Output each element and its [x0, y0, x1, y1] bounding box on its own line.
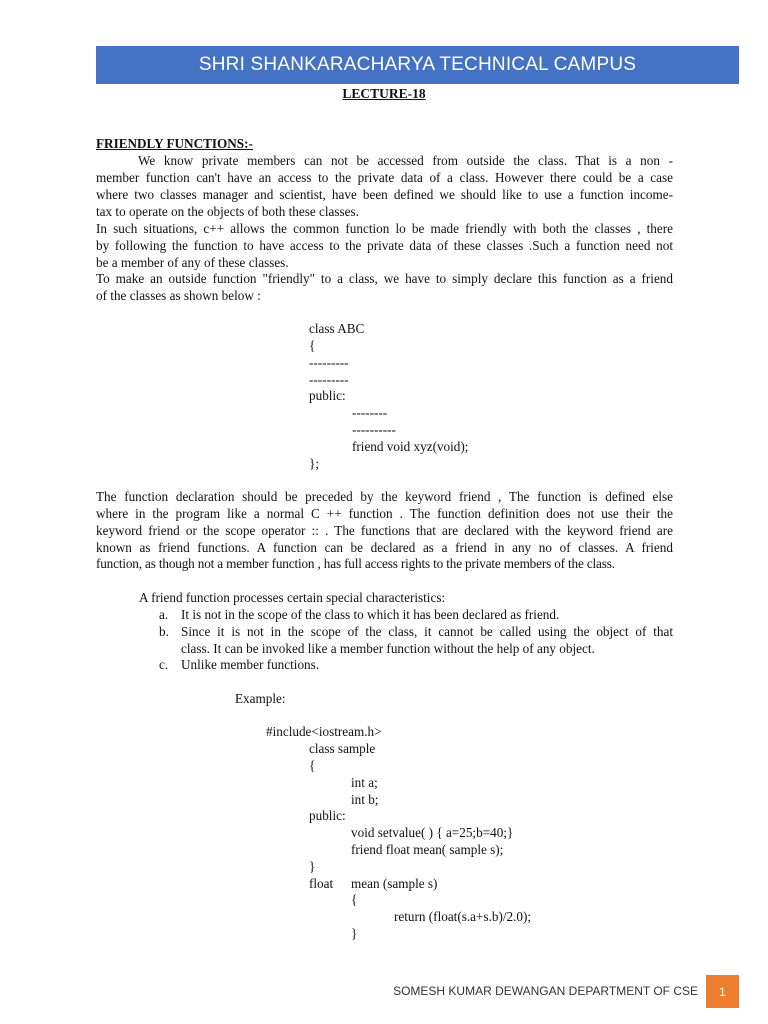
paragraph-line: We know private members can not be accessed from outside the class. That is a non - — [138, 153, 673, 168]
code-line: --------- — [309, 372, 349, 387]
page-number: 1 — [719, 984, 726, 999]
code-line: class ABC — [309, 321, 365, 336]
code-line: }; — [309, 456, 319, 471]
code-line: } — [351, 926, 358, 941]
code-line: { — [309, 338, 316, 353]
campus-title: SHRI SHANKARACHARYA TECHNICAL CAMPUS — [198, 54, 637, 75]
footer-author: SOMESH KUMAR DEWANGAN DEPARTMENT OF CSE — [393, 984, 698, 998]
list-marker: c. — [159, 657, 169, 672]
code-line: public: — [309, 388, 346, 403]
list-item: class. It can be invoked like a member function without the help of any object. — [181, 641, 595, 656]
code-line: ---------- — [352, 422, 396, 437]
paragraph-line: be a member of any of these classes. — [96, 255, 289, 270]
code-line: friend void xyz(void); — [352, 439, 469, 454]
paragraph-line: function, as though not a member function , has full access rights to the private members of the class. — [96, 556, 615, 571]
paragraph-line: known as friend functions. A function can be declared as a friend in any no of classes. A friend — [96, 540, 673, 555]
list-marker: a. — [159, 607, 169, 622]
paragraph-line: where in the program like a normal C ++ function . The function definition does not use their the — [96, 506, 673, 521]
list-item: Unlike member functions. — [181, 657, 320, 672]
list-item: Since it is not in the scope of the class, it cannot be called using the object of that — [181, 624, 673, 639]
code-line: public: — [309, 808, 346, 823]
list-item: It is not in the scope of the class to which it has been declared as friend. — [181, 607, 560, 622]
code-line: --------- — [309, 355, 349, 370]
paragraph-line: by following the function to have access to the private data of these classes .Such a function need not — [96, 238, 673, 253]
code-line: int b; — [351, 792, 379, 807]
code-line: mean (sample s) — [351, 876, 438, 891]
code-line: { — [309, 758, 316, 773]
paragraph-line: To make an outside function "friendly" to a class, we have to simply declare this function as a friend — [96, 271, 673, 286]
code-line: friend float mean( sample s); — [351, 842, 504, 857]
paragraph-line: tax to operate on the objects of both these classes. — [96, 204, 359, 219]
list-marker: b. — [159, 624, 169, 639]
code-line: class sample — [309, 741, 376, 756]
code-line: #include<iostream.h> — [266, 724, 382, 739]
paragraph-line: The function declaration should be preceded by the keyword friend , The function is defined else — [96, 489, 673, 504]
paragraph-line: member function can't have an access to the private data of a class. However there could be a case — [96, 170, 673, 185]
header-banner — [96, 46, 739, 84]
lecture-title: LECTURE-18 — [342, 86, 426, 101]
code-line: { — [351, 892, 358, 907]
paragraph-line: keyword friend or the scope operator :: . The functions that are declared with the keyword friend are — [96, 523, 673, 538]
code-line: float — [309, 876, 334, 891]
code-line: } — [309, 859, 316, 874]
example-label: Example: — [235, 691, 286, 706]
code-line: int a; — [351, 775, 378, 790]
page-number-badge — [706, 975, 739, 1008]
section-heading: FRIENDLY FUNCTIONS:- — [96, 136, 253, 151]
paragraph-line: where two classes manager and scientist, have been defined we should like to use a function income- — [96, 187, 673, 202]
code-line: -------- — [352, 405, 388, 420]
list-intro: A friend function processes certain special characteristics: — [139, 590, 446, 605]
paragraph-line: of the classes as shown below : — [96, 288, 261, 303]
paragraph-line: In such situations, c++ allows the common function lo be made friendly with both the classes , there — [96, 221, 673, 236]
code-line: void setvalue( ) { a=25;b=40;} — [351, 825, 514, 840]
code-line: return (float(s.a+s.b)/2.0); — [394, 909, 532, 924]
